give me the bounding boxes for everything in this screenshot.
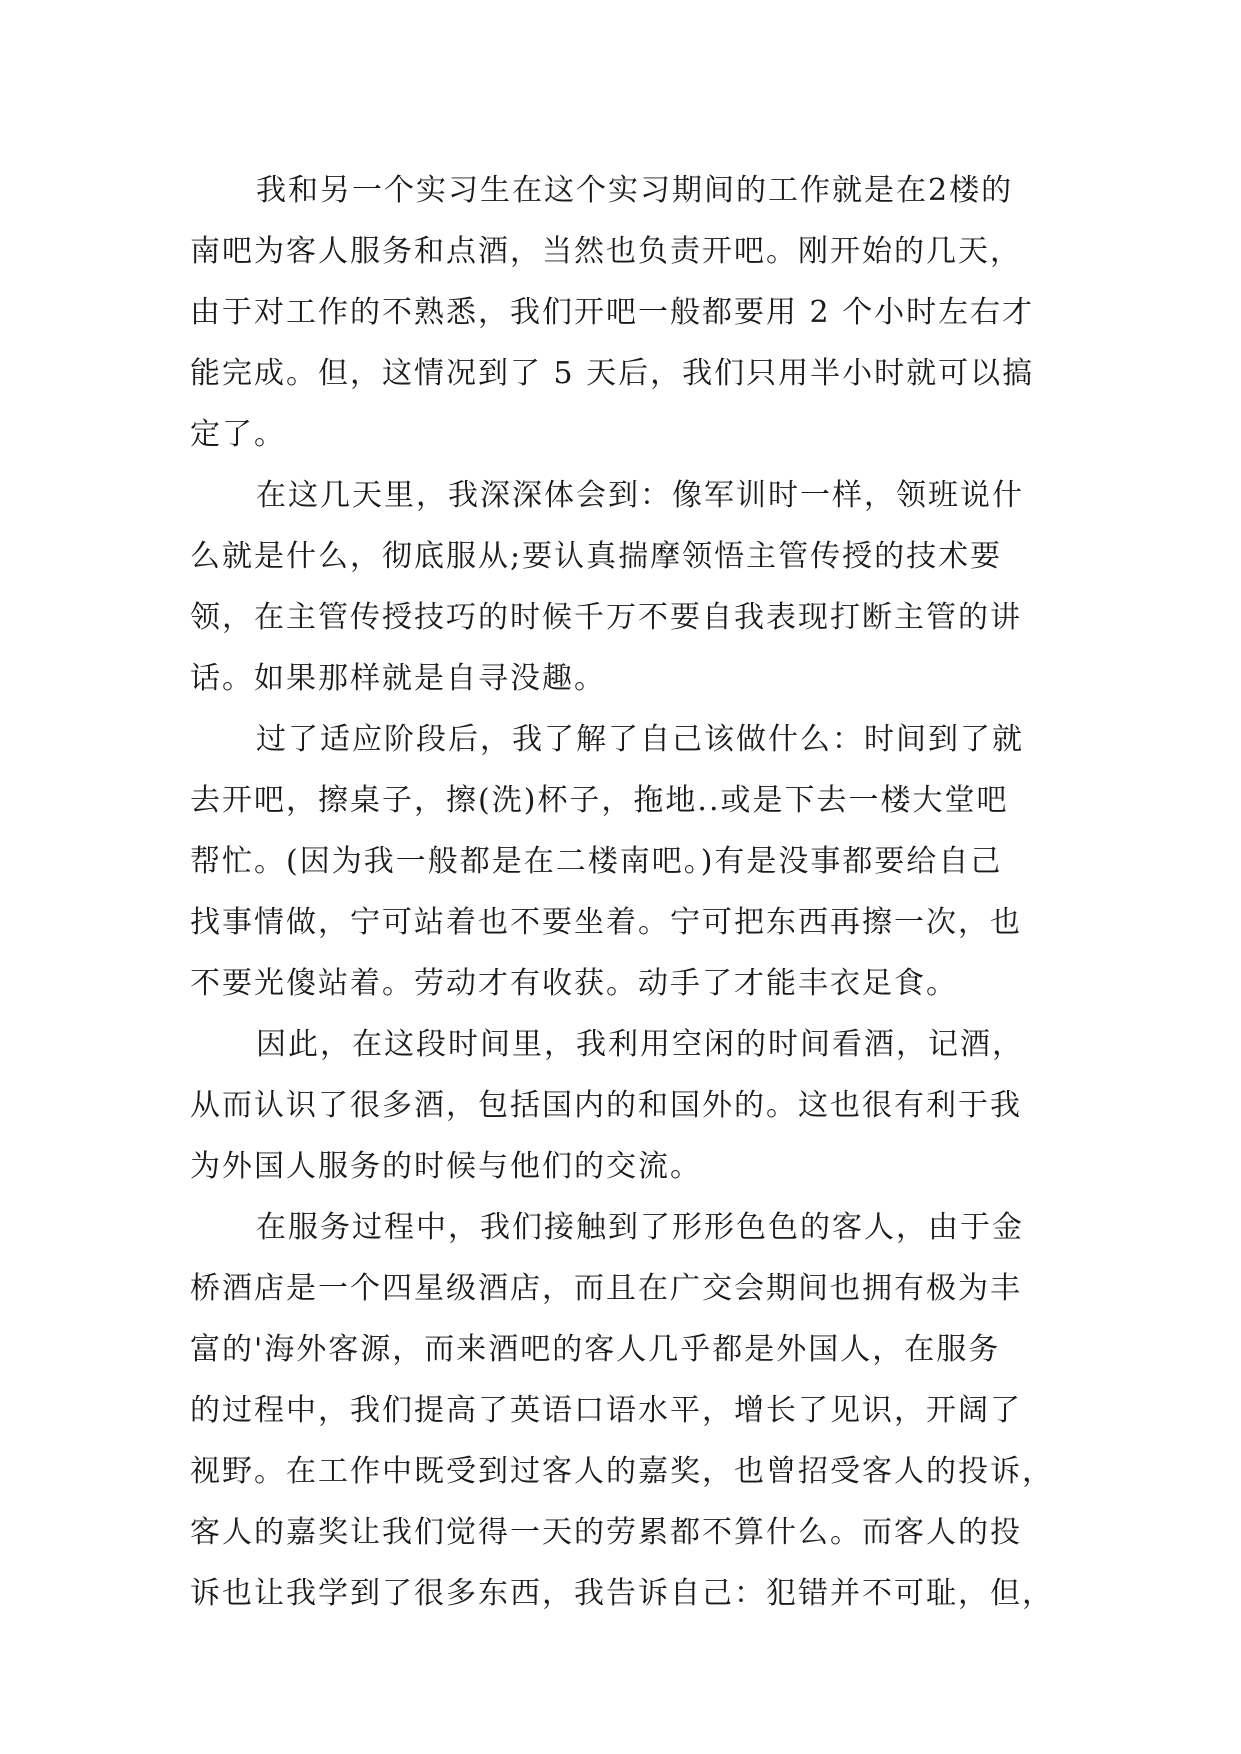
text-line: 能完成。但，这情况到了 5 天后，我们只用半小时就可以搞 — [190, 356, 1035, 391]
text-line: 在这几天里，我深深体会到：像军训时一样，领班说什 — [256, 478, 1024, 513]
text-line: 找事情做，宁可站着也不要坐着。宁可把东西再擦一次，也 — [190, 905, 1022, 940]
text-line: 过了适应阶段后，我了解了自己该做什么：时间到了就 — [256, 722, 1024, 757]
text-line: 为外国人服务的时候与他们的交流。 — [190, 1149, 702, 1184]
text-line: 帮忙。(因为我一般都是在二楼南吧。)有是没事都要给自己 — [190, 844, 1003, 879]
text-line: 定了。 — [190, 417, 286, 452]
paragraph-2 — [190, 465, 1060, 709]
paragraph-4 — [190, 1014, 1060, 1197]
text-line: 不要光傻站着。劳动才有收获。动手了才能丰衣足食。 — [190, 966, 958, 1001]
text-line: 领，在主管传授技巧的时候千万不要自我表现打断主管的讲 — [190, 600, 1022, 635]
text-line: 富的'海外客源，而来酒吧的客人几乎都是外国人，在服务 — [190, 1332, 1001, 1367]
text-line: 诉也让我学到了很多东西，我告诉自己：犯错并不可耻，但， — [190, 1576, 1054, 1611]
paragraph-3 — [190, 709, 1060, 1014]
text-line: 我和另一个实习生在这个实习期间的工作就是在2楼的 — [256, 173, 1014, 208]
text-line: 话。如果那样就是自寻没趣。 — [190, 661, 606, 696]
text-line: 在服务过程中，我们接触到了形形色色的客人，由于金 — [256, 1210, 1024, 1245]
text-line: 南吧为客人服务和点酒，当然也负责开吧。刚开始的几天， — [190, 234, 1022, 269]
text-line: 由于对工作的不熟悉，我们开吧一般都要用 2 个小时左右才 — [190, 295, 1035, 330]
text-line: 因此，在这段时间里，我利用空闲的时间看酒，记酒， — [256, 1027, 1024, 1062]
document-body — [190, 160, 1060, 1624]
text-line: 去开吧，擦桌子，擦(洗)杯子，拖地..或是下去一楼大堂吧 — [190, 783, 1009, 818]
paragraph-5 — [190, 1197, 1060, 1624]
text-line: 视野。在工作中既受到过客人的嘉奖，也曾招受客人的投诉， — [190, 1454, 1054, 1489]
text-line: 桥酒店是一个四星级酒店，而且在广交会期间也拥有极为丰 — [190, 1271, 1022, 1306]
text-line: 么就是什么，彻底服从;要认真揣摩领悟主管传授的技术要 — [190, 539, 1003, 574]
paragraph-1 — [190, 160, 1060, 465]
text-line: 从而认识了很多酒，包括国内的和国外的。这也很有利于我 — [190, 1088, 1022, 1123]
text-line: 的过程中，我们提高了英语口语水平，增长了见识，开阔了 — [190, 1393, 1022, 1428]
text-line: 客人的嘉奖让我们觉得一天的劳累都不算什么。而客人的投 — [190, 1515, 1022, 1550]
